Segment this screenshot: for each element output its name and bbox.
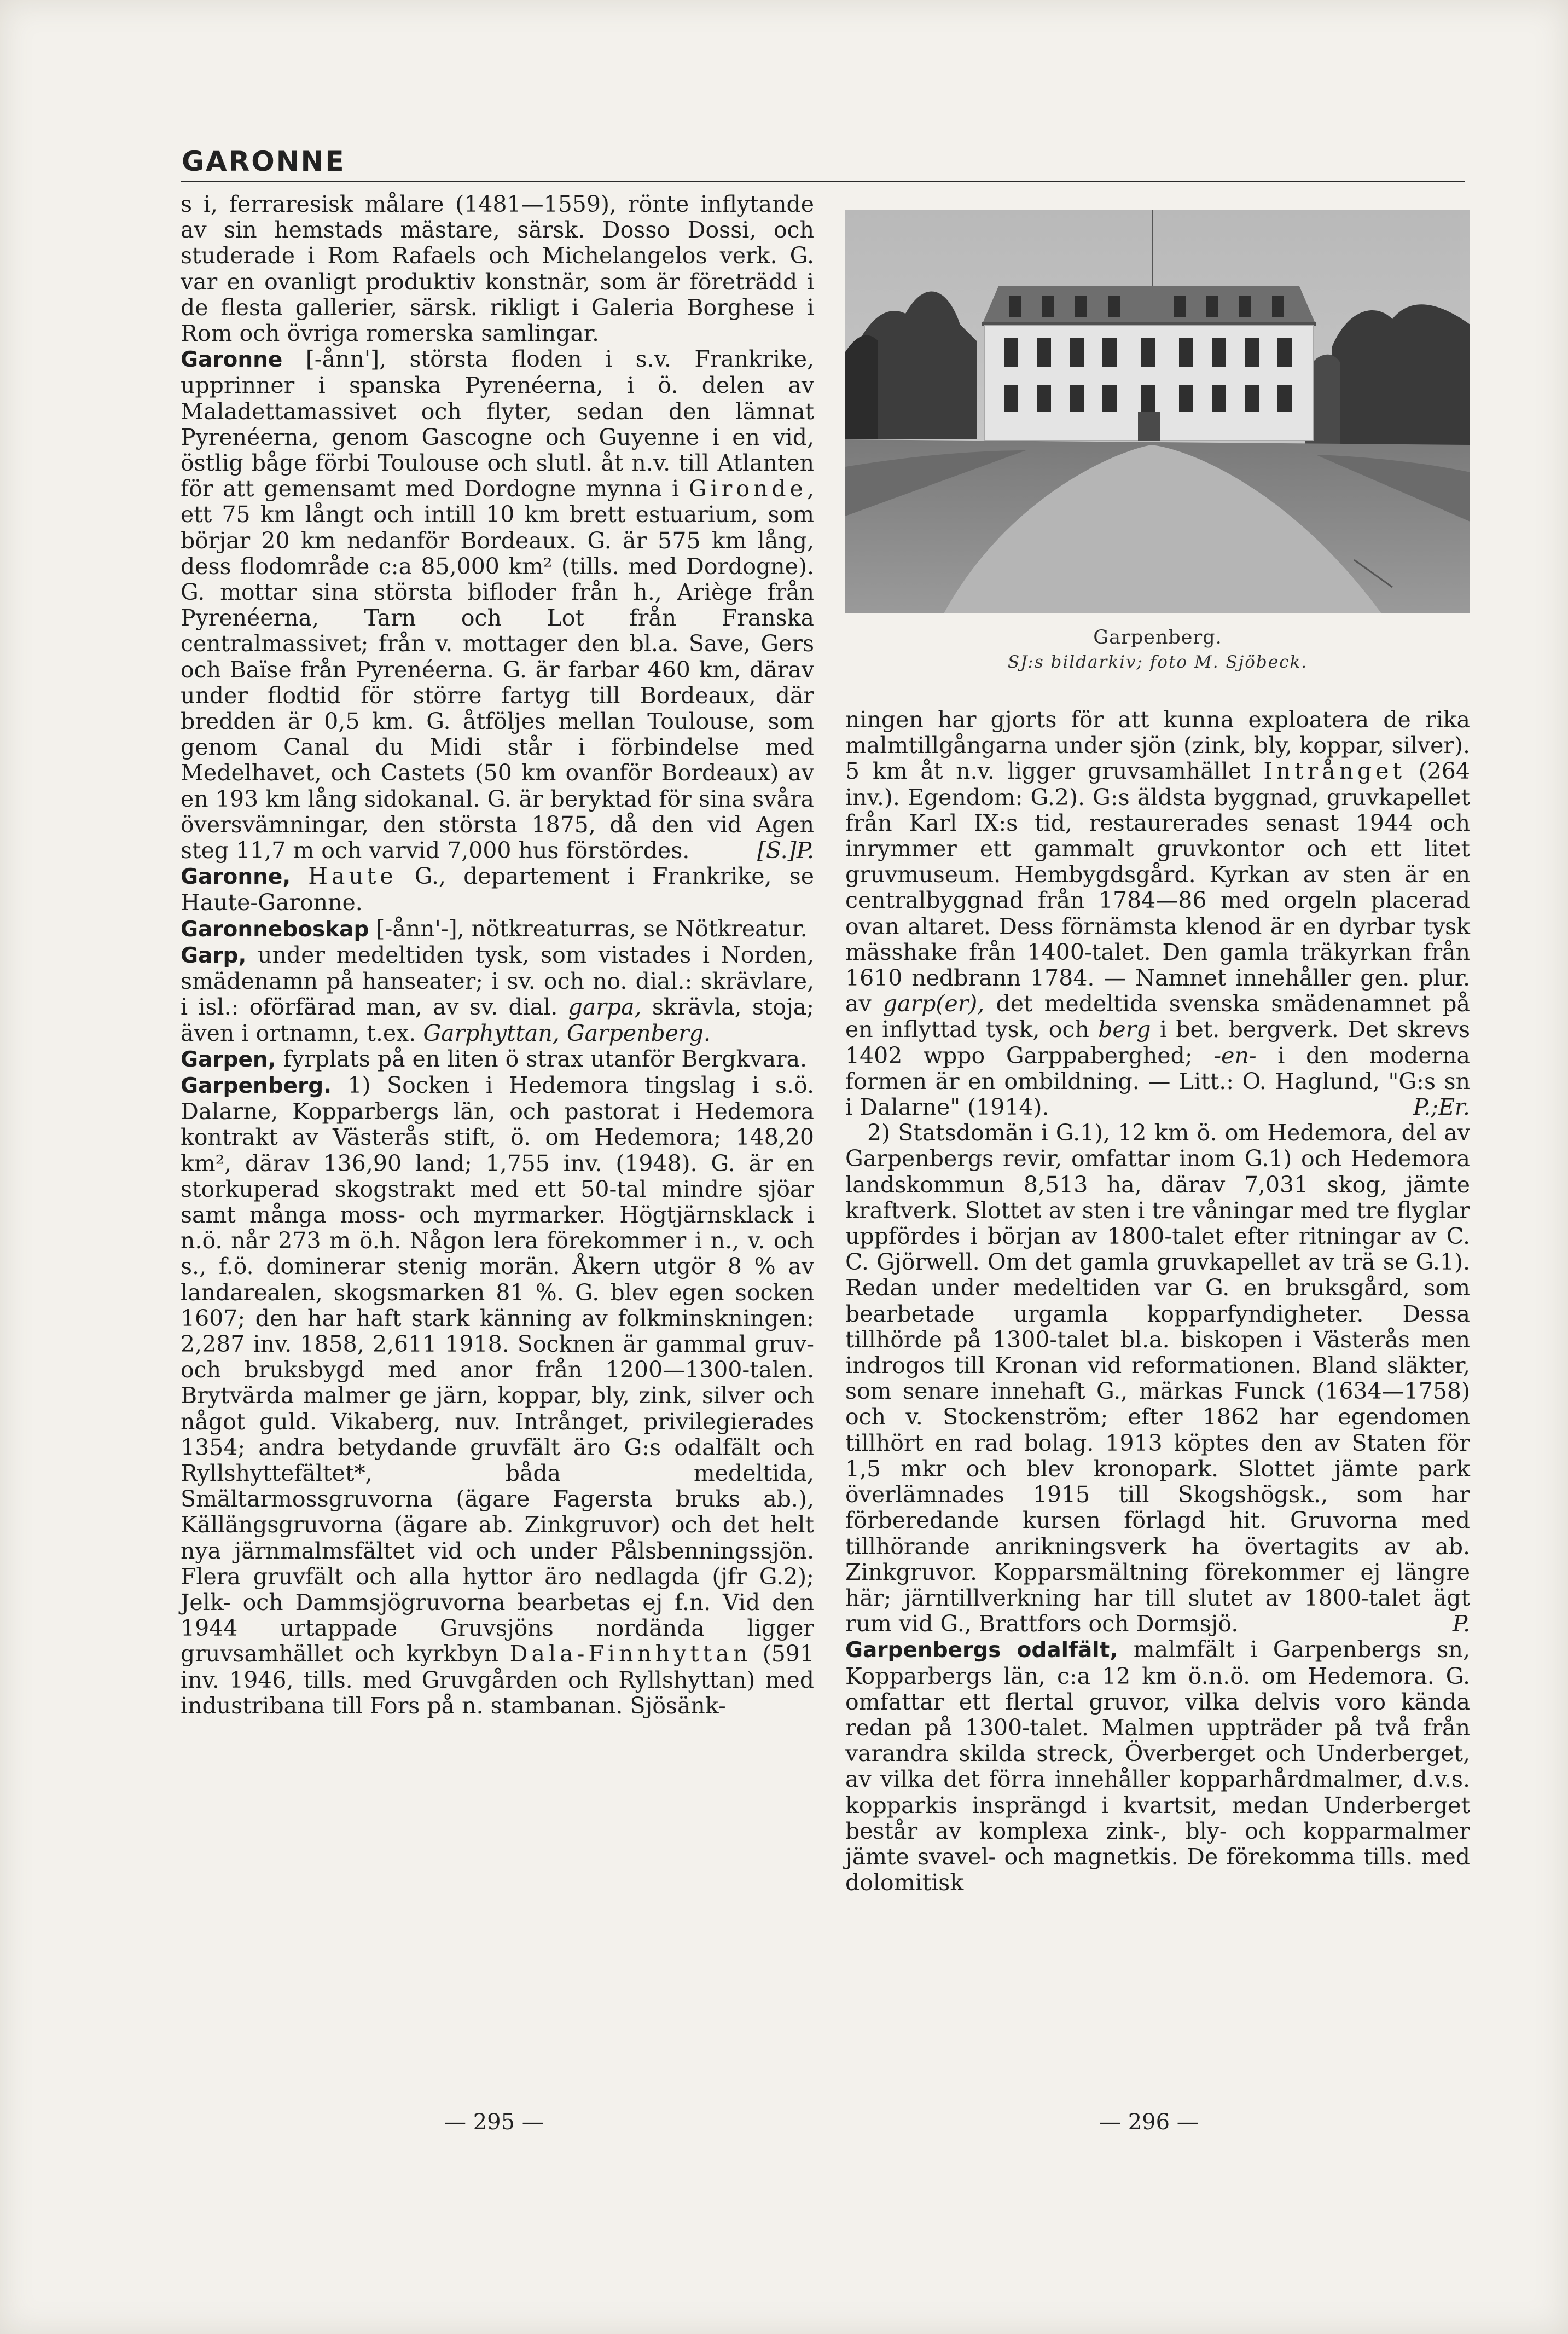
entry-text: i bet. bergverk. Det skrevs 1402 wppo Garppaberghed;: [845, 1016, 1470, 1069]
entry-continuation: [845, 707, 1470, 1120]
italic-term: -en-: [1213, 1042, 1257, 1069]
entry-garonne: [181, 346, 814, 864]
garpenberg-photo: [845, 210, 1470, 613]
entry-text: under medeltiden tysk, som vistades i Norden, smädenamn på hanseater; i sv. och no. dial.: skrävlare, i isl.: oförfärad man, av sv. dial.: [181, 941, 814, 1021]
italic-term: berg: [1098, 1016, 1151, 1043]
left-column: [181, 192, 814, 1719]
entry-garpenberg-2: [845, 1120, 1470, 1637]
headword: Garpen,: [181, 1047, 276, 1072]
headword: Garp,: [181, 943, 247, 968]
entry-text: 1) Socken i Hedemora tingslag i s.ö. Dalarne, Kopparbergs län, och pastorat i Hedemora kontrakt av Västerås stift, ö. om Hedemora; 148,20 km², därav 136,90 land; 1,755 inv. (1948). G. är en storkuperad skogstrakt med ett 50-tal mindre sjöar samt många moss- och myrmarker. Högtjärnsklack i n.ö. når 273 m ö.h. Någon lera förekommer i n., v. och s., f.ö. dominerar stenig morän. Åkern utgör 8 % av landarealen, skogsmarken 81 %. G. blev egen socken 1607; den har haft stark känning av folkminskningen: 2,287 inv. 1858, 2,611 1918. Socknen är gammal gruv- och bruksbygd med anor från 1200—1300-talen. Brytvärda malmer ge järn, koppar, bly, zink, silver och något guld. Vikaberg, nuv. Intrånget, privilegierades 1354; andra betydande gruvfält äro G:s odalfält och Ryllshyttefältet*, båda medeltida, Smältarmossgruvorna (ägare Fagersta bruks ab.), Källängsgruvorna (ägare ab. Zinkgruvor) och det helt nya järnmalmsfältet vid och under Pålsbenningssjön. Flera gruvfält och alla hyttor äro nedlagda (jfr G.2); Jelk- och Dammsjögruvorna bearbetas ej f.n. Vid den 1944 urtappade Gruvsjöns nordända ligger gruvsamhället och kyrkbyn: [181, 1072, 814, 1667]
page-number-right: — 296 —: [1099, 2110, 1199, 2135]
italic-term: garp(er),: [882, 991, 985, 1017]
header-rule: [181, 181, 1465, 182]
entry-text: skrävla, stoja; även i ortnamn, t.ex.: [181, 994, 814, 1046]
headword: Garonne: [181, 348, 283, 373]
building-photo-illustration: [845, 210, 1470, 613]
entry-text: , ett 75 km långt och intill 10 km brett estuarium, som börjar 20 km nedanför Bordeaux. G. är 575 km lång, dess flodområde c:a 85,000 km² (tills. med Dordogne). G. mottar sina största bifloder från h., Ariège från Pyrenéerna, Tarn och Lot från Franska centralmassivet; från v. mottager den bl.a. Save, Gers och Baïse från Pyrenéerna. G. är farbar 460 km, därav under flodtid för större fartyg till Bordeaux, där bredden är 0,5 km. G. åtföljes mellan Toulouse, som genom Canal du Midi står i förbindelse med Medelhavet, och Castets (50 km ovanför Bordeaux) av en 193 km lång sidokanal. G. är beryktad för sina svåra översvämningar, den största 1875, då den vid Agen steg 11,7 m och varvid 7,000 hus förstördes.: [181, 476, 814, 864]
entry-text: s i, ferraresisk målare (1481—1559), rönte inflytande av sin hemstads mästare, särsk. Dosso Dossi, och studerade i Rom Rafaels och Michelangelos verk. G. var en ovanligt produktiv konstnär, som är företrädd i de flesta gallerier, särsk. rikligt i Galeria Borghese i Rom och övriga romerska samlingar.: [181, 191, 814, 347]
italic-term: garpa,: [568, 994, 642, 1021]
headword: Garonneboskap: [181, 917, 369, 942]
entry-text: G., departement i Frankrike, se Haute-Garonne.: [181, 863, 814, 916]
entry-garp: [181, 942, 814, 1046]
entry-garpenberg: [181, 1073, 814, 1719]
spaced-term: Gironde: [688, 476, 807, 502]
entry-text: [-ånn'], största floden i s.v. Frankrike, upprinner i spanska Pyrenéerna, i ö. delen av Maladettamassivet och flyter, sedan den lämnat Pyrenéerna, genom Gascogne och Guyenne i en vid, östlig båge förbi Toulouse och slutl. åt n.v. till Atlanten för att gemensamt med Dordogne mynna i: [181, 346, 814, 502]
author-signature: P.: [1452, 1611, 1470, 1637]
entry-text: ningen har gjorts för att kunna exploatera de rika malmtillgångarna under sjön (zink, bly, koppar, silver). 5 km åt n.v. ligger gruvsamhället: [845, 706, 1470, 785]
entry-text: 2) Statsdomän i G.1), 12 km ö. om Hedemora, del av Garpenbergs revir, omfattar inom G.1) och Hedemora landskommun 8,513 ha, därav 7,031 skog, jämte kraftverk. Slottet av sten i tre våningar med tre flyglar uppfördes i början av 1800-talet efter ritningar av C. C. Gjörwell. Om det gamla gruvkapellet av trä se G.1). Redan under medeltiden var G. en bruksgård, som bearbetade urgamla kopparfyndigheter. Dessa tillhörde på 1300-talet bl.a. biskopen i Västerås men indrogos till Kronan vid reformationen. Bland släkter, som senare innehaft G., märkas Funck (1634—1758) och v. Stockenström; efter 1862 har egendomen tillhört en rad bolag. 1913 köptes den av Staten för 1,5 mkr och blev kronopark. Slottet jämte park överlämnades 1915 till Skogshögsk., som har förberedande kursen förlagd hit. Gruvorna med tillhörande anrikningsverk ha övertagits av ab. Zinkgruvor. Kopparsmältning förekommer ej längre här; järntillverkning har till slutet av 1800-talet ägt rum vid G., Brattfors och Dormsjö.: [845, 1120, 1470, 1637]
entry-text: i den moderna formen är en ombildning. — Litt.: O. Haglund, "G:s sn i Dalarne" (1914).: [845, 1042, 1470, 1121]
entry-text: [-ånn'-], nötkreaturras, se Nötkreatur.: [369, 915, 808, 942]
figure-caption: Garpenberg.: [1093, 627, 1222, 648]
headword: Garpenbergs odalfält,: [845, 1638, 1118, 1663]
spaced-term: Intrånget: [1263, 758, 1406, 785]
entry-text: (264 inv.). Egendom: G.2). G:s äldsta byggnad, gruvkapellet från Karl IX:s tid, restaurerades senast 1944 och inrymmer ett gammalt gruvkontor och ett litet gruvmuseum. Hembygdsgård. Kyrkan av sten är en centralbyggnad från 1784—86 med orgeln placerad ovan altaret. Dess förnämsta klenod är en dyrbar tysk mässhake från 1400-talet. Den gamla träkyrkan från 1610 nedbrann 1784. — Namnet innehåller gen. plur. av: [845, 758, 1470, 1017]
running-header: GARONNE: [182, 146, 346, 177]
italic-term: Garphyttan, Garpenberg.: [423, 1020, 711, 1046]
entry-text: (591 inv. 1946, tills. med Gruvgården och Ryllshyttan) med industribana till Fors på n. stambanan. Sjösänk-: [181, 1641, 814, 1719]
entry-text: fyrplats på en liten ö strax utanför Bergkvara.: [276, 1045, 808, 1072]
entry-garonneboskap: [181, 916, 814, 942]
page-number-left: — 295 —: [444, 2110, 544, 2135]
photo-credit: SJ:s bildarkiv; foto M. Sjöbeck.: [1007, 652, 1308, 672]
entry-haute-garonne: [181, 864, 814, 916]
headword: Garpenberg.: [181, 1073, 332, 1098]
entry-garpen: [181, 1046, 814, 1073]
right-column: [845, 707, 1470, 1896]
entry-garpenbergs-odalfalt: [845, 1637, 1470, 1896]
entry-text: malmfält i Garpenbergs sn, Kopparbergs län, c:a 12 km ö.n.ö. om Hedemora. G. omfattar ett flertal gruvor, vilka delvis voro kända redan på 1300-talet. Malmen uppträder på två från varandra skilda streck, Överberget och Underberget, av vilka det förra innehåller kopparhårdmalmer, d.v.s. kopparkis insprängd i kvartsit, medan Underberget består av komplexa zink-, bly- och kopparmalmer jämte svavel- och magnetkis. De förekomma tills. med dolomitisk: [845, 1636, 1470, 1896]
headword: Garonne,: [181, 865, 291, 890]
author-signature: [S.]P.: [757, 837, 814, 864]
spaced-term: Dala-Finnhyttan: [509, 1641, 752, 1667]
entry-continuation: [181, 192, 814, 346]
author-signature: P.;Er.: [1413, 1094, 1470, 1121]
entry-text: det medeltida svenska smädenamnet på en inflyttad tysk, och: [845, 991, 1471, 1043]
spaced-term: Haute: [308, 863, 397, 890]
